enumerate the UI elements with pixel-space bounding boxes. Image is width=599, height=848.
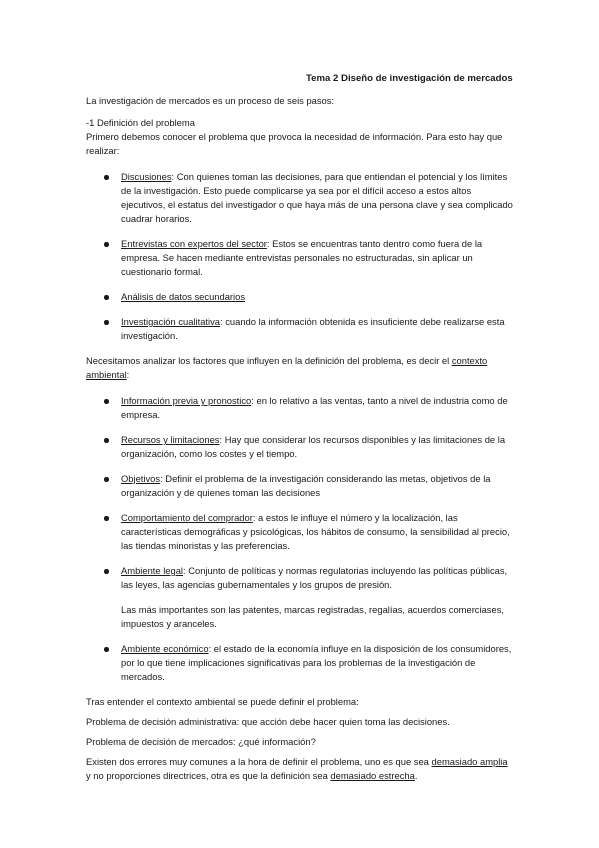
list-item-term: Investigación cualitativa	[121, 316, 221, 327]
list-item	[86, 564, 514, 631]
list-item-term: Comportamiento del comprador	[121, 512, 253, 523]
factors-end: :	[126, 369, 130, 380]
list-item	[86, 472, 514, 500]
list-item	[86, 315, 514, 343]
list-item-term: Ambiente legal	[121, 565, 184, 576]
list-item-extra: Las más importantes son las patentes, marcas registradas, regalías, acuerdos comerciases, impuestos y aranceles.	[121, 604, 504, 629]
after-paragraph-4	[86, 755, 514, 783]
list-item-text: : Conjunto de políticas y normas regulatorias incluyendo las políticas públicas, las leyes, las agencias gubernamentales y los grupos de presión.	[121, 565, 508, 590]
list-item-term: Objetivos	[121, 473, 161, 484]
list-item-text: : en lo relativo a las ventas, tanto a nivel de industria como de empresa.	[121, 395, 508, 420]
after-paragraph-2: Problema de decisión administrativa: que acción debe hacer quien toma las decisiones.	[86, 716, 450, 727]
list-item	[86, 290, 514, 304]
list-item-term: Entrevistas con expertos del sector	[121, 238, 267, 249]
after-paragraph-3: Problema de decisión de mercados: ¿qué información?	[86, 736, 316, 747]
intro-paragraph: La investigación de mercados es un proceso de seis pasos:	[86, 95, 335, 106]
errors-text-c: .	[414, 770, 418, 781]
list-item-text: : Estos se encuentras tanto dentro como fuera de la empresa. Se hacen mediante entrevistas personales no estructuradas, sin aplicar un cuestionario formal.	[121, 238, 483, 277]
errors-text-b: y no proporciones directrices, otra es que la definición sea	[86, 770, 331, 781]
list-item-term: Información previa y pronostico	[121, 395, 252, 406]
errors-text-a: Existen dos errores muy comunes a la hora de definir el problema, uno es que sea	[86, 756, 432, 767]
document-title: Tema 2 Diseño de investigación de mercados	[306, 73, 513, 84]
factors-paragraph	[86, 354, 514, 382]
list-item-term: Ambiente económico	[121, 643, 209, 654]
list-item	[86, 170, 514, 226]
list-item	[86, 237, 514, 279]
list-item-text: : cuando la información obtenida es insuficiente debe realizarse esta investigación.	[121, 316, 505, 341]
list-item-text: : Hay que considerar los recursos disponibles y las limitaciones de la organización, como los costes y el tiempo.	[121, 434, 506, 459]
list-item	[86, 394, 514, 422]
section-heading: -1 Definición del problema	[86, 117, 195, 128]
factors-term: contexto ambiental	[86, 355, 488, 380]
bullet-list-problem	[86, 170, 514, 343]
errors-term-1: demasiado amplia	[431, 756, 508, 767]
list-item-text: : Con quienes toman las decisiones, para que entiendan el potencial y los límites de la investigación. Esto puede complicarse ya sea por el difícil acceso a estos altos ejecutivos, el estatus del investigador o que haya más de una persona clave y sea complicado cuadrar horarios.	[121, 171, 513, 224]
errors-term-2: demasiado estrecha	[330, 770, 415, 781]
list-item-term: Análisis de datos secundarios	[121, 291, 246, 302]
list-item-term: Recursos y limitaciones	[121, 434, 220, 445]
bullet-list-context	[86, 394, 514, 684]
list-item-text: : Definir el problema de la investigación considerando las metas, objetivos de la organización y de quienes toman las decisiones	[121, 473, 491, 498]
list-item	[86, 433, 514, 461]
factors-text: Necesitamos analizar los factores que influyen en la definición del problema, es decir el	[86, 355, 452, 366]
list-item-text: : a estos le influye el número y la localización, las características demográficas y psicológicas, los hábitos de consumo, la sensibilidad al precio, las tiendas minoristas y las preferencias.	[121, 512, 510, 551]
section-text: Primero debemos conocer el problema que provoca la necesidad de información. Para esto hay que realizar:	[86, 131, 503, 156]
list-item-text: : el estado de la economía influye en la disposición de los consumidores, por lo que tiene implicaciones significativas para los problemas de la investigación de mercados.	[121, 643, 512, 682]
after-paragraph-1: Tras entender el contexto ambiental se puede definir el problema:	[86, 696, 359, 707]
list-item	[86, 511, 514, 553]
document-body	[86, 94, 514, 783]
list-item-term: Discusiones	[121, 171, 172, 182]
list-item	[86, 642, 514, 684]
